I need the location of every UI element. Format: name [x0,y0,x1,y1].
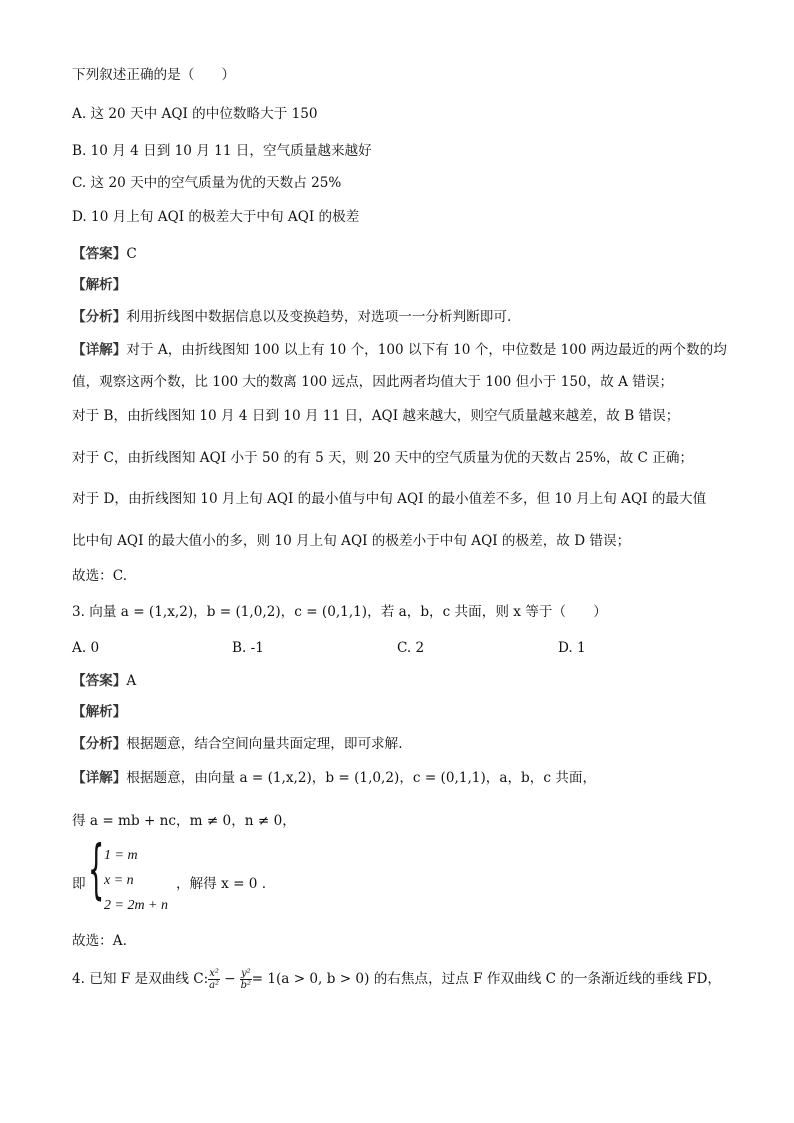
answer-tag: 【答案】 [72,246,127,262]
q3-stem: 3. 向量 a = (1,x,2)，b = (1,0,2)，c = (0,1,1)，若 a，b，c 共面，则 x 等于（ ） [72,604,607,620]
q2-fenxi-line: 【分析】利用折线图中数据信息以及变换趋势，对选项一一分析判断即可. [72,309,512,325]
answer-value: C [126,246,137,262]
system-eq-2: x = n [104,873,134,888]
q2-option-c: C. 这 20 天中的空气质量为优的天数占 25% [72,175,342,191]
q3-option-a: A. 0 [72,640,100,656]
system-suffix: ，解得 x = 0 . [176,876,267,892]
q2-analysis-tag: 【解析】 [72,277,127,293]
q2-xiangjie-line-1: 【详解】对于 A，由折线图知 100 以上有 10 个，100 以下有 10 个，中位数是 100 两边最近的两个数的均 [72,342,727,358]
q2-conclusion: 故选：C. [72,568,128,584]
q2-xiangjie-line-5: 对于 D，由折线图知 10 月上旬 AQI 的最小值与中旬 AQI 的最小值差不多，但 10 月上旬 AQI 的最大值 [72,491,707,507]
q3-xiangjie-line-2: 得 a = mb + nc，m ≠ 0，n ≠ 0， [72,813,296,829]
q3-analysis-tag: 【解析】 [72,704,127,720]
q2-xiangjie-line-2: 值，观察这两个数，比 100 大的数离 100 远点，因此两者均值大于 100 但小于 150，故 A 错误； [72,374,674,390]
q3-fenxi-line: 【分析】根据题意，结合空间向量共面定理，即可求解. [72,736,403,752]
q3-answer-line: 【答案】A [72,673,137,689]
fraction-y: $\frac{\text{y²}}{\text{b²}}$ [240,968,251,991]
equation-system [72,833,432,916]
brace-symbol: { [88,833,105,907]
q3-xiangjie-line-1: 【详解】根据题意，由向量 a = (1,x,2)，b = (1,0,2)，c = (0,1,1)，a，b，c 共面， [72,770,597,786]
system-eq-3: 2 = 2m + n [104,898,169,913]
q3-option-b: B. -1 [232,640,264,656]
q2-option-a: A. 这 20 天中 AQI 的中位数略大于 150 [72,106,318,122]
q4-stem: 4. 已知 F 是双曲线 C: $\frac{\text{x²}}{\text{a²}}$ − $\frac{\text{y²}}{\text{b²}}$ = 1(a > 0, b > 0) 的右焦点，过点 F 作双曲线 C 的一条渐近线的垂线 FD， [72,968,721,991]
answer-value: A [126,673,137,689]
system-prefix: 即 [72,876,86,892]
q2-xiangjie-line-3: 对于 B，由折线图知 10 月 4 日到 10 月 11 日，AQI 越来越大，则空气质量越来越差，故 B 错误； [72,408,680,424]
fraction-x: $\frac{\text{x²}}{\text{a²}}$ [209,968,220,991]
q3-option-d: D. 1 [558,640,586,656]
q2-stem: 下列叙述正确的是（ ） [72,67,236,83]
system-eq-1: 1 = m [104,848,138,863]
q2-xiangjie-line-4: 对于 C，由折线图知 AQI 小于 50 的有 5 天，则 20 天中的空气质量为优的天数占 25%，故 C 正确； [72,450,694,466]
q2-option-b: B. 10 月 4 日到 10 月 11 日，空气质量越来越好 [72,143,372,159]
q2-xiangjie-line-6: 比中旬 AQI 的最大值小的多，则 10 月上旬 AQI 的极差小于中旬 AQI 的极差，故 D 错误； [72,533,631,549]
q3-option-c: C. 2 [397,640,425,656]
q2-option-d: D. 10 月上旬 AQI 的极差大于中旬 AQI 的极差 [72,209,360,225]
q2-answer-line [72,245,137,263]
q3-conclusion: 故选：A. [72,933,127,949]
q2-fenxi: 利用折线图中数据信息以及变换趋势，对选项一一分析判断即可. [126,309,512,325]
